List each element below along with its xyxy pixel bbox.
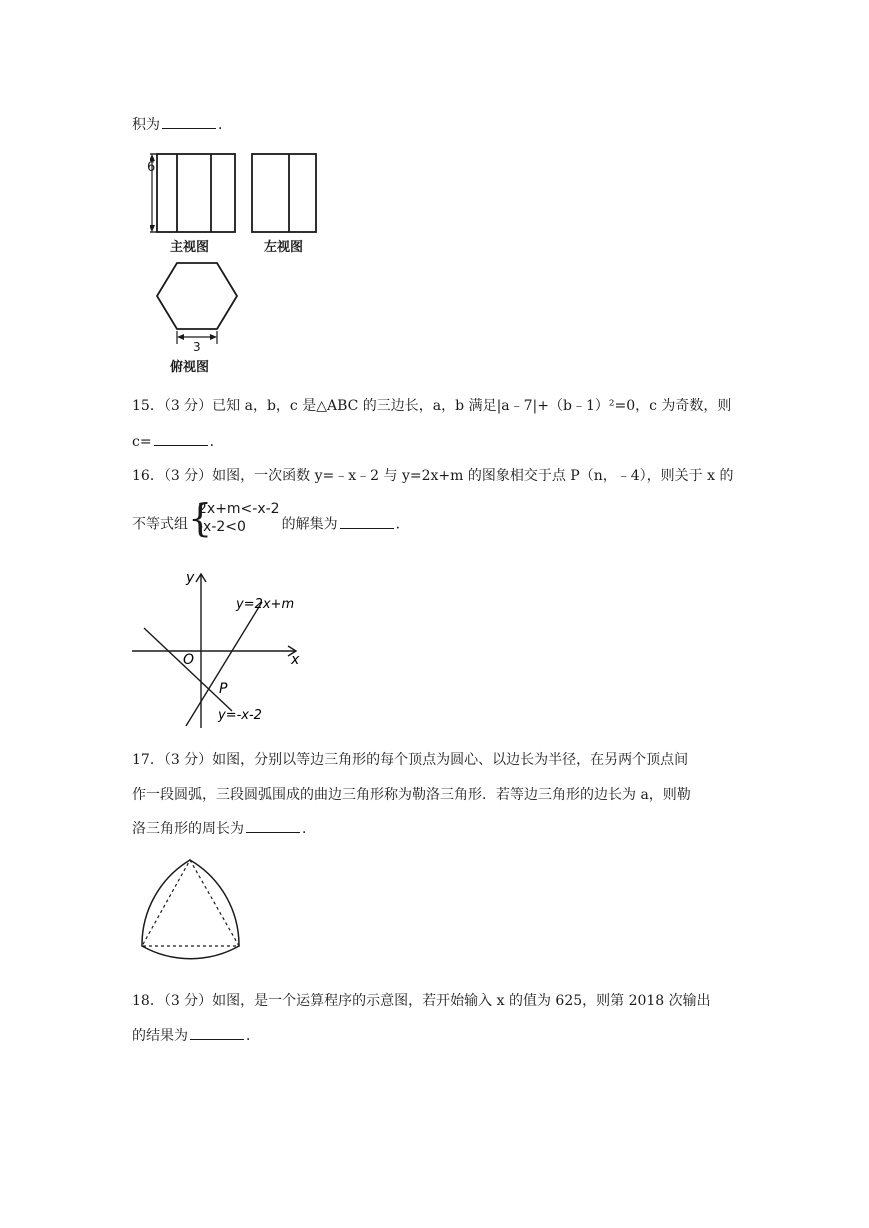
q18-prefix: 的结果为 (132, 1028, 188, 1044)
left-view-label: 左视图 (264, 240, 304, 255)
top-view-label: 俯视图 (170, 360, 210, 375)
q14-tail-text: 积为 (132, 117, 160, 133)
q16-prefix: 不等式组 (132, 516, 188, 533)
reuleaux-outline (142, 860, 239, 959)
q15-prefix: c= (132, 434, 152, 450)
point-p-label: P (219, 681, 228, 697)
answer-blank (162, 114, 216, 129)
side-length-label: 3 (193, 340, 201, 354)
q14-tail-line (132, 114, 232, 135)
y-axis-label: y (186, 570, 195, 586)
function-graph (128, 566, 308, 732)
q16-line2 (132, 496, 410, 549)
q15-line2 (132, 431, 224, 452)
origin-label: O (183, 652, 195, 668)
front-view-label: 主视图 (170, 240, 210, 255)
q18-line1: 18．（3 分）如图，是一个运算程序的示意图，若开始输入 x 的值为 625，则第 2018 次输出 (132, 993, 711, 1009)
three-view-figure (150, 148, 320, 380)
answer-blank (340, 514, 394, 529)
front-view (150, 154, 235, 232)
answer-blank (246, 818, 300, 833)
x-axis-label: x (291, 652, 300, 668)
q16-line1: 16．（3 分）如图，一次函数 y=﹣x﹣2 与 y=2x+m 的图象相交于点 P（n，﹣4），则关于 x 的 (132, 468, 734, 484)
period: ． (209, 434, 224, 450)
left-brace: { (188, 496, 213, 540)
q16-suffix: 的解集为 (281, 516, 338, 533)
q15-line1: 15．（3 分）已知 a，b，c 是△ABC 的三边长，a，b 满足|a﹣7|+（b﹣1）²=0，c 为奇数，则 (132, 398, 732, 414)
q17-line3 (132, 818, 316, 839)
period: ． (246, 1028, 260, 1044)
q17-line2: 作一段圆弧，三段圆弧围成的曲边三角形称为勒洛三角形．若等边三角形的边长为 a，则勒 (132, 787, 691, 803)
height-label: 6 (147, 160, 156, 175)
period: ． (302, 821, 316, 837)
top-view-hexagon (157, 263, 237, 344)
inequality-1: 2x+m<-x-2 (198, 501, 280, 517)
period: ． (395, 516, 410, 533)
answer-blank (154, 431, 208, 446)
answer-blank (190, 1025, 244, 1040)
q17-prefix: 洛三角形的周长为 (132, 821, 244, 837)
reuleaux-triangle-figure (132, 852, 252, 968)
line-y-neg-x-minus-2 (144, 628, 232, 711)
equilateral-triangle (142, 860, 239, 946)
q18-line2 (132, 1025, 260, 1046)
inequality-2: -x-2<0 (198, 519, 246, 535)
q17-line1: 17．（3 分）如图，分别以等边三角形的每个顶点为圆心、以边长为半径，在另两个顶点间 (132, 752, 689, 768)
line-a-label: y=2x+m (236, 597, 295, 612)
line-b-label: y=-x-2 (218, 708, 262, 723)
left-view (252, 154, 316, 232)
inequality-system (188, 496, 280, 549)
period: ． (218, 117, 232, 133)
